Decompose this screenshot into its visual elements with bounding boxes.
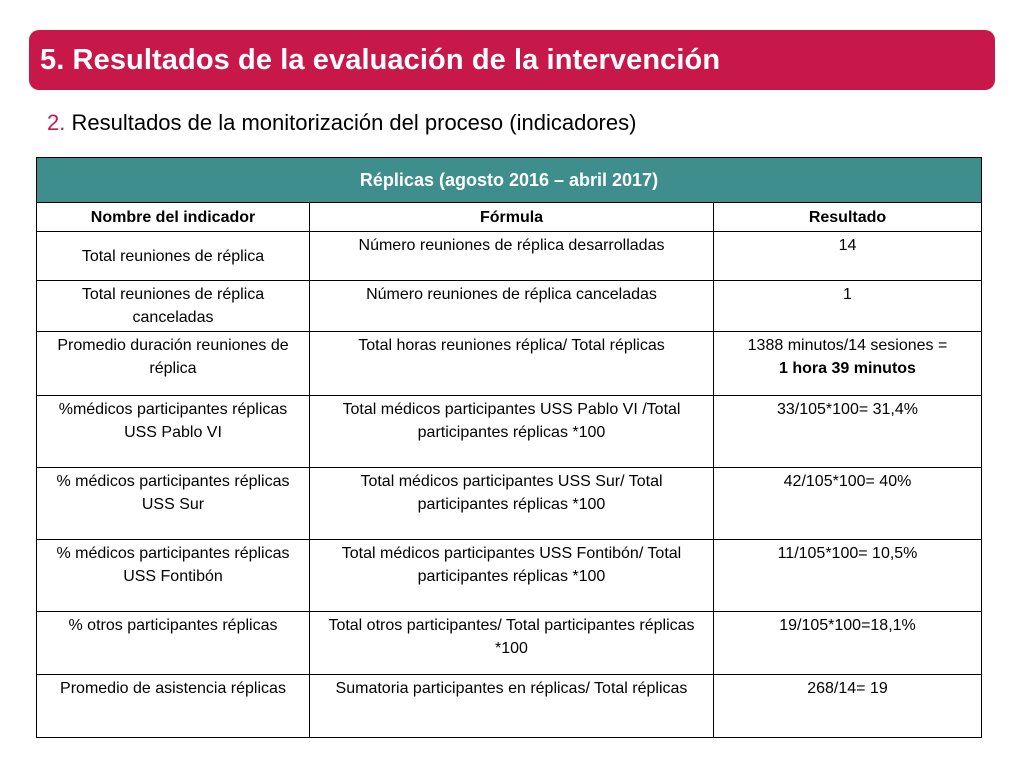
column-header-formula: Fórmula [310,203,714,232]
result-cell: 11/105*100= 10,5% [714,540,982,612]
result-cell: 19/105*100=18,1% [714,612,982,675]
formula-cell: Total horas reuniones réplica/ Total réplicas [310,332,714,396]
table-row [37,232,982,281]
table-row [37,396,982,468]
table-row [37,675,982,738]
indicator-cell: % otros participantes réplicas [37,612,310,675]
subtitle-text: Resultados de la monitorización del proceso (indicadores) [65,110,637,135]
table-row [37,540,982,612]
section-subtitle [47,110,636,136]
indicator-cell: % médicos participantes réplicas USS Fontibón [37,540,310,612]
table-row [37,281,982,332]
formula-cell: Número reuniones de réplica canceladas [310,281,714,332]
formula-cell: Total médicos participantes USS Sur/ Total participantes réplicas *100 [310,468,714,540]
table-row [37,332,982,396]
indicator-cell: Promedio duración reuniones de réplica [37,332,310,396]
formula-cell: Sumatoria participantes en réplicas/ Total réplicas [310,675,714,738]
result-cell: 14 [714,232,982,281]
column-header-result: Resultado [714,203,982,232]
formula-cell: Total médicos participantes USS Fontibón/ Total participantes réplicas *100 [310,540,714,612]
formula-cell: Total médicos participantes USS Pablo VI /Total participantes réplicas *100 [310,396,714,468]
result-cell: 1 [714,281,982,332]
result-cell [714,332,982,396]
formula-cell: Total otros participantes/ Total participantes réplicas *100 [310,612,714,675]
title-bar [29,30,995,90]
table-caption: Réplicas (agosto 2016 – abril 2017) [37,158,982,203]
indicator-cell: Total reuniones de réplica [37,232,310,281]
result-emphasis: 1 hora 39 minutos [779,360,916,377]
indicator-cell: % médicos participantes réplicas USS Sur [37,468,310,540]
page-title: 5. Resultados de la evaluación de la intervención [40,43,721,76]
table-row [37,612,982,675]
result-cell: 42/105*100= 40% [714,468,982,540]
column-header-indicator: Nombre del indicador [37,203,310,232]
table-row [37,468,982,540]
indicator-cell: Total reuniones de réplica canceladas [37,281,310,332]
subtitle-number: 2. [47,110,66,135]
result-cell: 33/105*100= 31,4% [714,396,982,468]
indicators-table [36,157,982,738]
formula-cell: Número reuniones de réplica desarrolladas [310,232,714,281]
indicator-cell: %médicos participantes réplicas USS Pablo VI [37,396,310,468]
result-cell: 268/14= 19 [714,675,982,738]
indicator-cell: Promedio de asistencia réplicas [37,675,310,738]
result-text: 1388 minutos/14 sesiones = [747,337,948,354]
